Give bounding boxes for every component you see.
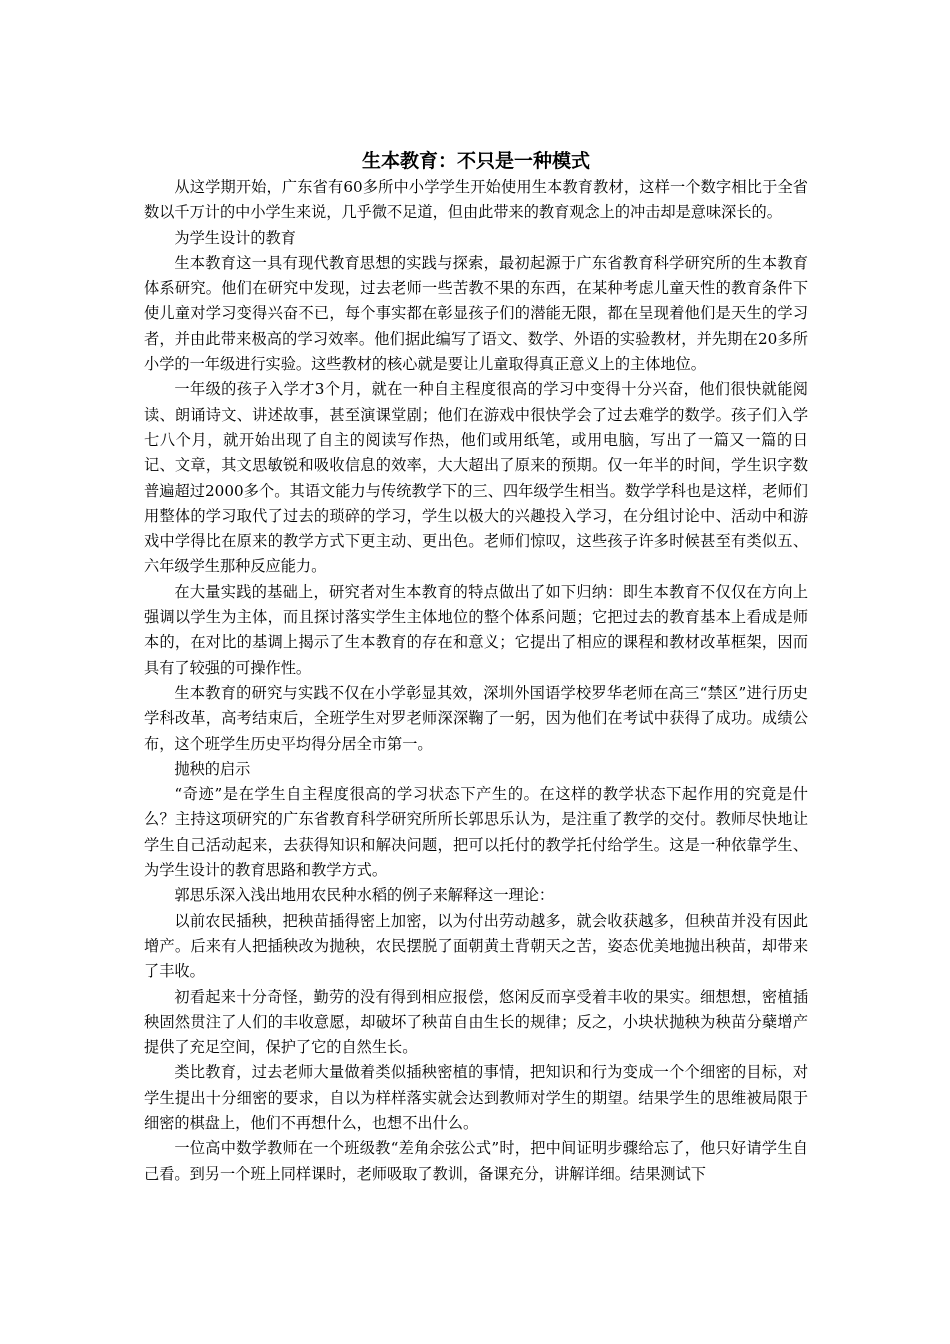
paragraph: 从这学期开始，广东省有60多所中小学学生开始使用生本教育教材，这样一个数字相比于全省数以千万计的中小学生来说，几乎微不足道，但由此带来的教育观念上的冲击却是意味深长的。 [144, 178, 808, 222]
paragraph: “奇迹”是在学生自主程度很高的学习状态下产生的。在这样的教学状态下起作用的究竟是什么？主持这项研究的广东省教育科学研究所所长郭思乐认为，是注重了教学的交付。教师尽快地让学生自己活动起来，去获得知识和解决问题，把可以托付的教学托付给学生。这是一种依靠学生、为学生设计的教育思路和教学方式。 [144, 785, 808, 880]
paragraph: 生本教育的研究与实践不仅在小学彰显其效，深圳外国语学校罗华老师在高三“禁区”进行历史学科改革，高考结束后，全班学生对罗老师深深鞠了一躬，因为他们在考试中获得了成功。成绩公布，这个班学生历史平均得分居全市第一。 [144, 683, 808, 753]
paragraph: 郭思乐深入浅出地用农民种水稻的例子来解释这一理论： [174, 886, 555, 905]
paragraph: 类比教育，过去老师大量做着类似插秧密植的事情，把知识和行为变成一个个细密的目标，对学生提出十分细密的要求，自以为样样落实就会达到教师对学生的期望。结果学生的思维被局限于细密的棋盘上，他们不再想什么，也想不出什么。 [144, 1063, 808, 1132]
section-heading: 为学生设计的教育 [174, 228, 296, 247]
paragraph: 生本教育这一具有现代教育思想的实践与探索，最初起源于广东省教育科学研究所的生本教育体系研究。他们在研究中发现，过去老师一些苦教不果的东西，在某种考虑儿童天性的教育条件下使儿童对学习变得兴奋不已，每个事实都在彰显孩子们的潜能无限，都在呈现着他们是天生的学习者，并由此带来极高的学习效率。他们据此编写了语文、数学、外语的实验教材，并先期在20多所小学的一年级进行实验。这些教材的核心就是要让儿童取得真正意义上的主体地位。 [144, 253, 808, 374]
section-heading: 抛秧的启示 [174, 759, 251, 778]
paragraph: 初看起来十分奇怪，勤劳的没有得到相应报偿，悠闲反而享受着丰收的果实。细想想，密植插秧固然贯注了人们的丰收意愿，却破坏了秧苗自由生长的规律；反之，小块状抛秧为秧苗分蘖增产提供了充足空间，保护了它的自然生长。 [144, 987, 808, 1057]
paragraph: 在大量实践的基础上，研究者对生本教育的特点做出了如下归纳：即生本教育不仅仅在方向上强调以学生为主体，而且探讨落实学生主体地位的整个体系问题；它把过去的教育基本上看成是师本的，在对比的基调上揭示了生本教育的存在和意义；它提出了相应的课程和教材改革框架，因而具有了较强的可操作性。 [144, 582, 808, 677]
paragraph: 以前农民插秧，把秧苗插得密上加密，以为付出劳动越多，就会收获越多，但秧苗并没有因此增产。后来有人把插秧改为抛秧，农民摆脱了面朝黄土背朝天之苦，姿态优美地抛出秧苗，却带来了丰收。 [144, 911, 808, 981]
paragraph: 一年级的孩子入学才3个月，就在一种自主程度很高的学习中变得十分兴奋，他们很快就能阅读、朗诵诗文、讲述故事，甚至演课堂剧；他们在游戏中很快学会了过去难学的数学。孩子们入学七八个月，就开始出现了自主的阅读写作热，他们或用纸笔，或用电脑，写出了一篇又一篇的日记、文章，其文思敏锐和吸收信息的效率，大大超出了原来的预期。仅一年半的时间，学生识字数普遍超过2000多个。其语文能力与传统教学下的三、四年级学生相当。数学学科也是这样，老师们用整体的学习取代了过去的琐碎的学习，学生以极大的兴趣投入学习，在分组讨论中、活动中和游戏中学得比在原来的教学方式下更主动、更出色。老师们惊叹，这些孩子许多时候甚至有类似五、六年级学生那种反应能力。 [144, 380, 808, 576]
document-title: 生本教育：不只是一种模式 [361, 150, 590, 172]
paragraph: 一位高中数学教师在一个班级教“差角余弦公式”时，把中间证明步骤给忘了，他只好请学生自己看。到另一个班上同样课时，老师吸取了教训，备课充分，讲解详细。结果测试下 [144, 1139, 808, 1183]
document-page [144, 147, 808, 1187]
